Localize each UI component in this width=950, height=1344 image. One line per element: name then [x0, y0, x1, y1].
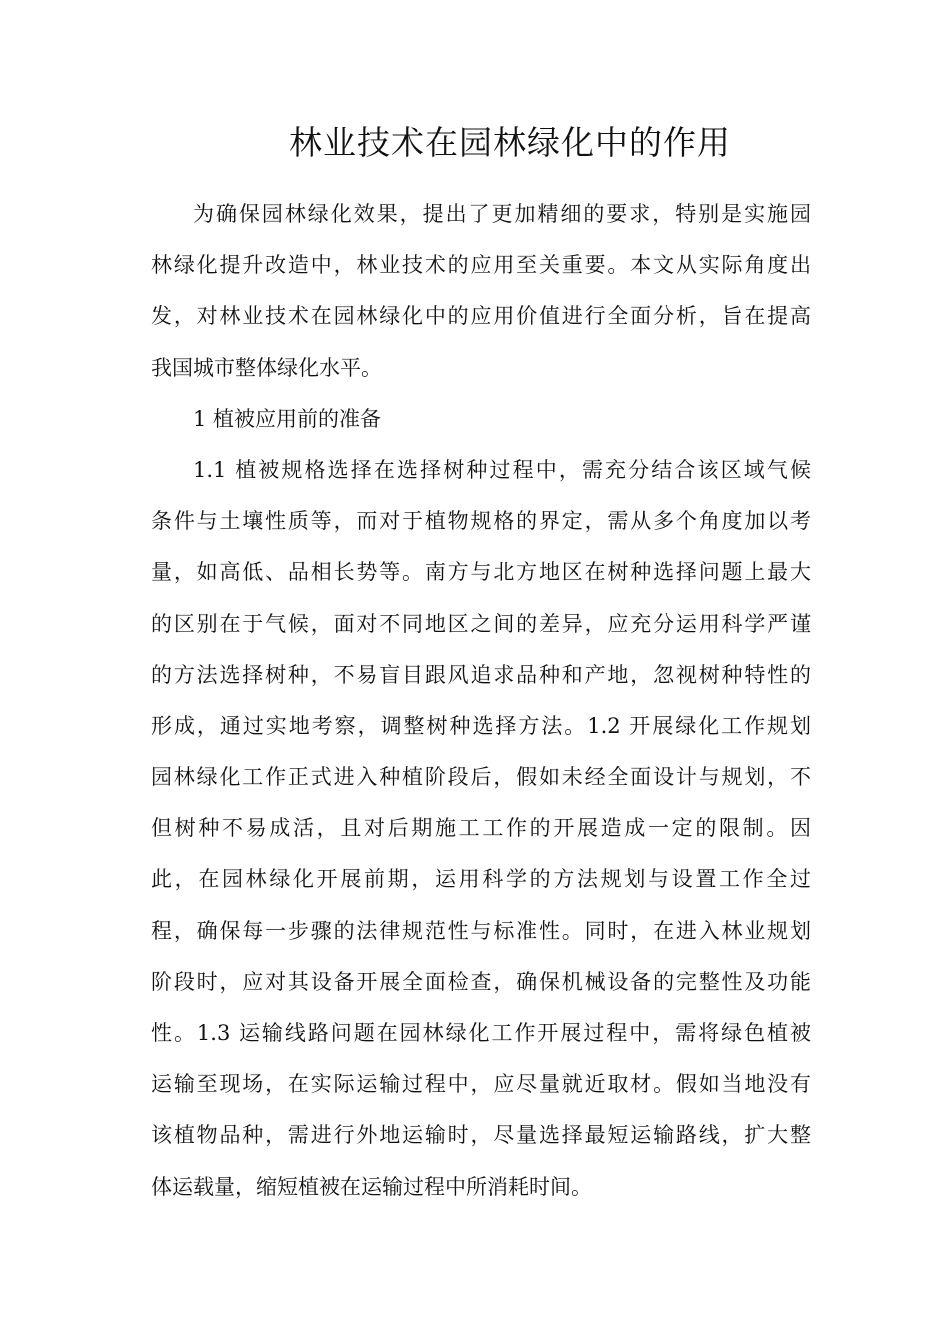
text-line: 程，确保每一步骤的法律规范性与标准性。同时，在进入林业规划	[151, 918, 811, 943]
text-line: 我国城市整体绿化水平。	[151, 355, 382, 380]
text-line: 量，如高低、品相长势等。南方与北方地区在树种选择问题上最大	[151, 560, 811, 585]
text-line: 形成，通过实地考察，调整树种选择方法。1.2 开展绿化工作规划	[151, 713, 811, 738]
text-line: 1.1 植被规格选择在选择树种过程中，需充分结合该区域气候	[193, 457, 811, 482]
text-line: 该植物品种，需进行外地运输时，尽量选择最短运输路线，扩大整	[151, 1123, 811, 1148]
text-line: 为确保园林绿化效果，提出了更加精细的要求，特别是实施园	[193, 202, 811, 226]
text-line: 条件与土壤性质等，而对于植物规格的界定，需从多个角度加以考	[151, 509, 811, 534]
text-line: 此，在园林绿化开展前期，运用科学的方法规划与设置工作全过	[151, 867, 811, 892]
document-body	[151, 189, 811, 1213]
text-line: 体运载量，缩短植被在运输过程中所消耗时间。	[151, 1174, 592, 1199]
text-line: 发，对林业技术在园林绿化中的应用价值进行全面分析，旨在提高	[151, 304, 811, 329]
text-line: 的区别在于气候，面对不同地区之间的差异，应充分运用科学严谨	[151, 611, 811, 636]
text-line: 1 植被应用前的准备	[193, 406, 382, 431]
text-line: 性。1.3 运输线路问题在园林绿化工作开展过程中，需将绿色植被	[151, 1021, 811, 1045]
text-line: 运输至现场，在实际运输过程中，应尽量就近取材。假如当地没有	[151, 1072, 811, 1097]
document-title: 林业技术在园林绿化中的作用	[289, 123, 731, 162]
text-line: 但树种不易成活，且对后期施工工作的开展造成一定的限制。因	[151, 816, 811, 841]
text-line: 阶段时，应对其设备开展全面检查，确保机械设备的完整性及功能	[151, 969, 811, 994]
text-line: 园林绿化工作正式进入种植阶段后，假如未经全面设计与规划，不	[151, 765, 811, 790]
text-line: 的方法选择树种，不易盲目跟风追求品种和产地，忽视树种特性的	[151, 662, 811, 687]
text-line: 林绿化提升改造中，林业技术的应用至关重要。本文从实际角度出	[151, 253, 811, 278]
